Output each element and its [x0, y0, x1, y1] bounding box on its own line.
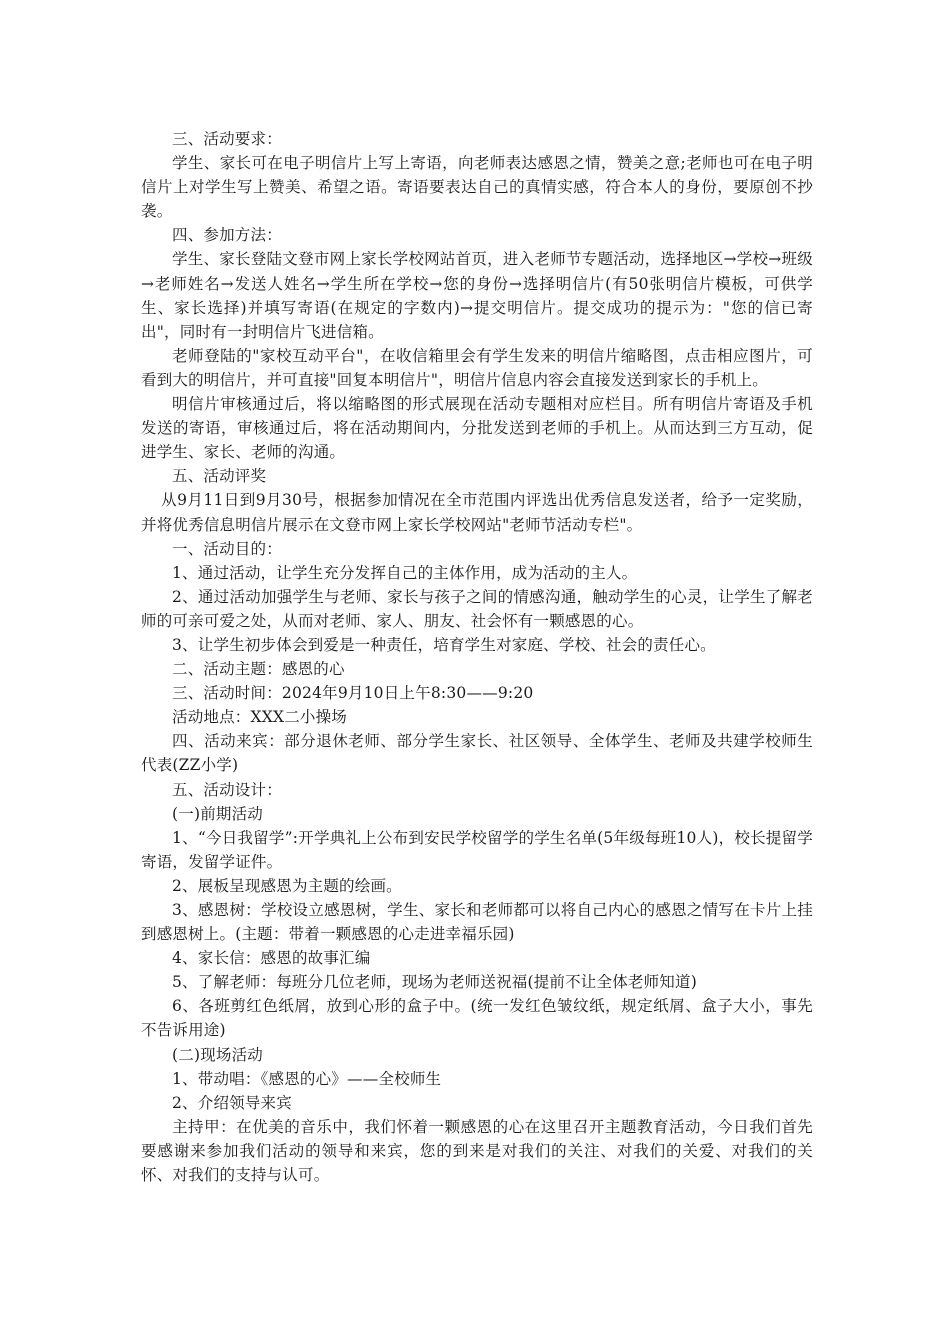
- subsection-heading-onsite-activities: (二)现场活动: [172, 1045, 263, 1064]
- document-body: [141, 127, 813, 1187]
- section-heading-design: 五、活动设计：: [172, 780, 282, 799]
- list-item: 2、通过活动加强学生与老师、家长与孩子之间的情感沟通，触动学生的心灵，让学生了解老师的可亲可爱之处，从而对老师、家人、朋友、社会怀有一颗感恩的心。: [141, 587, 813, 630]
- paragraph: 主持甲：在优美的音乐中，我们怀着一颗感恩的心在这里召开主题教育活动，今日我们首先要感谢来参加我们活动的领导和来宾，您的到来是对我们的关注、对我们的关爱、对我们的关怀、对我们的支持与认可。: [141, 1117, 813, 1185]
- list-item: 2、展板呈现感恩为主题的绘画。: [172, 876, 402, 895]
- paragraph: 明信片审核通过后，将以缩略图的形式展现在活动专题相对应栏目。所有明信片寄语及手机发送的寄语，审核通过后，将在活动期间内，分批发送到老师的手机上。从而达到三方互动，促进学生、家长、老师的沟通。: [141, 395, 813, 462]
- subsection-heading-pre-activities: (一)前期活动: [172, 804, 263, 823]
- section-heading-awards: 五、活动评奖: [172, 467, 267, 486]
- list-item: 6、各班剪红色纸屑，放到心形的盒子中。(统一发红色皱纹纸，规定纸屑、盒子大小，事先不告诉用途): [141, 997, 813, 1040]
- section-heading-time: 三、活动时间：2024年9月10日上午8:30——9:20: [172, 684, 534, 703]
- section-heading-method: 四、参加方法：: [172, 226, 282, 245]
- location-line: 活动地点：XXX二小操场: [172, 708, 348, 727]
- paragraph: 老师登陆的"家校互动平台"，在收信箱里会有学生发来的明信片缩略图，点击相应图片，可看到大的明信片，并可直接"回复本明信片"，明信片信息内容会直接发送到家长的手机上。: [141, 346, 813, 389]
- paragraph: 从9月11日到9月30号，根据参加情况在全市范围内评选出优秀信息发送者，给予一定奖励，并将优秀信息明信片展示在文登市网上家长学校网站"老师节活动专栏"。: [141, 491, 813, 534]
- section-heading-purpose: 一、活动目的：: [172, 539, 282, 558]
- paragraph: 学生、家长可在电子明信片上写上寄语，向老师表达感恩之情，赞美之意;老师也可在电子明信片上对学生写上赞美、希望之语。寄语要表达自己的真情实感，符合本人的身份，要原创不抄袭。: [141, 154, 813, 221]
- list-item: 3、让学生初步体会到爱是一种责任，培育学生对家庭、学校、社会的责任心。: [172, 635, 716, 654]
- list-item: 5、了解老师：每班分几位老师，现场为老师送祝福(提前不让全体老师知道): [172, 973, 697, 992]
- list-item: 3、感恩树：学校设立感恩树，学生、家长和老师都可以将自己内心的感恩之情写在卡片上挂到感恩树上。(主题：带着一颗感恩的心走进幸福乐园): [141, 901, 813, 944]
- section-heading-guests: 四、活动来宾：部分退休老师、部分学生家长、社区领导、全体学生、老师及共建学校师生代表(ZZ小学): [141, 732, 813, 775]
- list-item: 2、介绍领导来宾: [172, 1093, 292, 1112]
- list-item: 4、家长信：感恩的故事汇编: [172, 949, 371, 968]
- paragraph: 学生、家长登陆文登市网上家长学校网站首页，进入老师节专题活动，选择地区→学校→班级→老师姓名→发送人姓名→学生所在学校→您的身份→选择明信片(有50张明信片模板，可供学生、家长选择)并填写寄语(在规定的字数内)→提交明信片。提交成功的提示为："您的信已寄出"，同时有一封明信片飞进信箱。: [141, 250, 813, 341]
- section-heading-theme: 二、活动主题：感恩的心: [172, 660, 345, 679]
- list-item: 1、通过活动，让学生充分发挥自己的主体作用，成为活动的主人。: [172, 563, 638, 582]
- section-heading-requirements: 三、活动要求：: [172, 130, 282, 148]
- list-item: 1、带动唱：《感恩的心》——全校师生: [172, 1069, 442, 1088]
- list-item: 1、“今日我留学”:开学典礼上公布到安民学校留学的学生名单(5年级每班10人)，校长提留学寄语，发留学证件。: [141, 828, 813, 871]
